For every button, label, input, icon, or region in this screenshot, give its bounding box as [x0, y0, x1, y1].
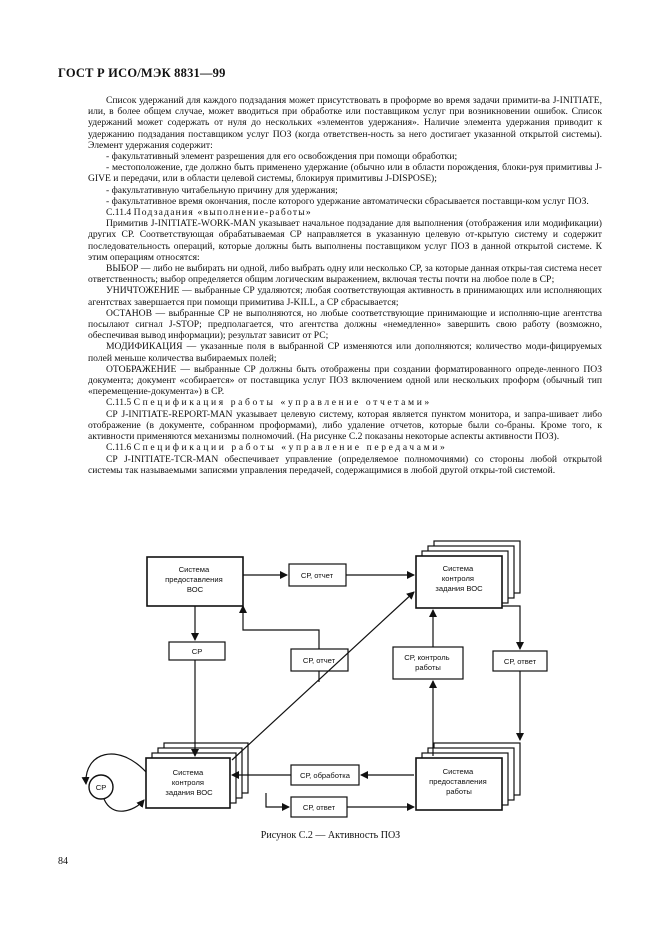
paragraph: СР J-INITIATE-TCR-MAN обеспечивает управление (определяемое полномочиями) со стороны любой открытой системы так называемыми записями управления передачей, содержащимися в любой другой откры-той системой.: [88, 453, 602, 476]
arrow-diagonal-to-target-top: [232, 592, 414, 760]
sr-answer-right-label: СР, ответ: [503, 657, 537, 666]
arrow-report-mid-to-source: [243, 606, 319, 649]
operation-term: МОДИФИКАЦИЯ: [106, 341, 183, 353]
operation-text: — указанные поля в выбранной СР изменяются или дополняются; количество моди-фицируемых полей меньше количества выбираемых полей;: [88, 341, 602, 364]
sr-work-control-label: СР, контроль работы: [404, 653, 450, 672]
section-title: Спецификации работы «управление передачами»: [133, 442, 448, 454]
source-system-label: Система предоставления ВОС: [165, 565, 223, 594]
operation-term: ОТОБРАЖЕНИЕ: [106, 363, 177, 375]
sr-report-top-label: СР, отчет: [300, 571, 334, 580]
sr-report-mid-label: СР, отчет: [302, 656, 336, 665]
section-number: С.11.6: [106, 442, 132, 454]
paragraph: СР J-INITIATE-REPORT-MAN указывает целевую систему, которая является пунктом монитора, и запра-шивает либо отображение (в документе, собранном проформами), либо удаление отчетов, которые были со-браны. Кроме того, к активности применяются механизмы полномочий. (На рисунке С.2 показаны некоторые аспекты активности ПОЗ).: [88, 408, 602, 443]
list-item: - факультативную читабельную причину для удержания;: [106, 184, 338, 196]
arrow-target-to-answer-right: [502, 606, 520, 649]
figure-caption: Рисунок С.2 — Активность ПОЗ: [260, 830, 401, 841]
page-number: 84: [58, 856, 68, 867]
document-header: ГОСТ Р ИСО/МЭК 8831—99: [58, 66, 226, 80]
sr-circle-label: СР: [95, 783, 107, 792]
operation-text: — выбранные СР не выполняются, но любые соответствующие принимающие и исполняю-щие агентства посылают сигнал J-STOP; предполагается, что агентства должны «немедленно» завершить свою работу (возможно, обеспечивая вывод информации); результат зависит от РС;: [88, 307, 602, 342]
paragraph: Примитив J-INITIATE-WORK-MAN указывает начальное подзадание для выполнения (отображения или модификации) других СР. Соответствующая обрабатываемая СР направляется в указанную целевую от-крытую систему и содержит последовательность операций, которые должны быть выполнены поставщиком услуг ПОЗ в данной открытой системе. К этим операциям относятся:: [88, 218, 602, 263]
target-system-bottom-label: Система контроля задания ВОС: [165, 768, 213, 797]
list-item: - местоположение, где должно быть применено удержание (обычно или в области порождения, блоки-руя примитивы J-GIVE и передачи, или в области целевой системы, блокируя примитивы J-DISPOSE);: [88, 162, 602, 185]
list-item: - факультативное время окончания, после которого удержание автоматически сбрасывается поставщи-ком услуг ПОЗ.: [106, 195, 589, 207]
arrow-target-bottom-to-answer: [266, 793, 289, 807]
operation-term: УНИЧТОЖЕНИЕ: [106, 285, 180, 297]
provider-system-label: Система предоставления работы: [429, 767, 487, 796]
section-title: Подзадания «выполнение-работы»: [133, 207, 312, 219]
section-title: Спецификация работы «управление отчетами»: [133, 397, 432, 409]
section-number: С.11.5: [106, 397, 132, 409]
list-item: - факультативный элемент разрешения для его освобождения при помощи обработки;: [106, 151, 458, 163]
loop-arrow-bottom: [104, 799, 144, 811]
operation-text: — выбранные СР должны быть отображены при создании форматированного опреде-ленного ПОЗ документа; документ «собирается» от поставщика услуг ПОЗ включением одной или нескольких проформ (обычный тип «перемещение-документа») в СР.: [88, 363, 602, 398]
operation-text: — выбранные СР удаляются; любая соответствующая активность в принимающих или исполняющих агентствах завершается при помощи примитива J-KILL, а СР сбрасывается;: [88, 285, 602, 308]
paragraph: Список удержаний для каждого подзадания может присутствовать в проформе во время задачи примити-ва J-INITIATE, или, в более общем случае, может вводиться при обработке или поставщиком услуг при возникновении ошибок. Список удержаний может содержать от нуля до нескольких «элементов удержания». Наличие элемента удержания приводит к удержанию подзадания поставщиком услуг ПОЗ (когда ответствен-ность за него достигает указанной открытой системы). Элемент удержания содержит:: [88, 95, 602, 151]
target-system-top-label: Система контроля задания ВОС: [435, 564, 483, 593]
sr-answer-bottom-label: СР, ответ: [302, 803, 336, 812]
sr-left-label: СР: [191, 647, 203, 656]
section-number: С.11.4: [106, 207, 132, 219]
operation-text: — либо не выбирать ни одной, либо выбрать одну или несколько СР, за которые данная откры-тая система несет ответственность; выбор определяется общим логическим выражением, включая тесты почти на любое поле в СР;: [88, 263, 602, 286]
sr-processing-label: СР, обработка: [300, 771, 350, 780]
operation-term: ОСТАНОВ: [106, 307, 153, 319]
operation-term: ВЫБОР: [106, 263, 139, 275]
